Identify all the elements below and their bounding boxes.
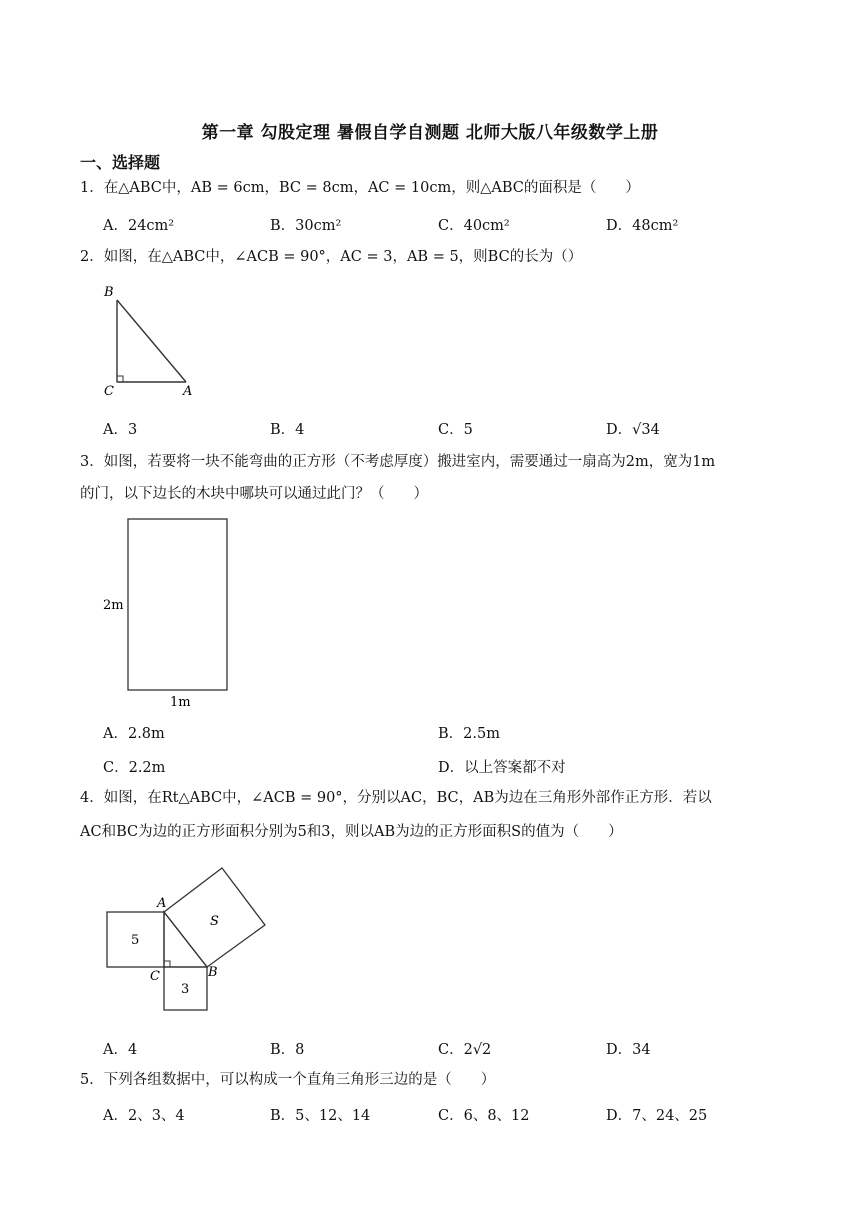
q3-label-height: 2m (103, 598, 124, 613)
q3-door-figure (100, 515, 240, 710)
q2-option-b: B．4 (270, 422, 305, 438)
q5-option-a: A．2、3、4 (103, 1108, 185, 1124)
question-3-stem-line-2: 的门，以下边长的木块中哪块可以通过此门？（ ） (80, 486, 428, 502)
q2-label-b: B (104, 285, 114, 300)
q4-option-d: D．34 (606, 1042, 651, 1058)
q4-label-b: B (208, 965, 218, 980)
section-heading: 一、选择题 (80, 153, 161, 172)
q5-option-d: D．7、24、25 (606, 1108, 708, 1124)
q2-option-c: C．5 (438, 422, 473, 438)
q4-option-a: A．4 (103, 1042, 138, 1058)
q4-label-three: 3 (181, 982, 190, 997)
question-4-stem-line-2: AC和BC为边的正方形面积分别为5和3，则以AB为边的正方形面积S的值为（ ） (80, 824, 623, 840)
q5-option-c: C．6、8、12 (438, 1108, 530, 1124)
question-5-stem: 5．下列各组数据中，可以构成一个直角三角形三边的是（ ） (80, 1072, 496, 1088)
q4-label-s: S (210, 914, 219, 929)
q4-option-b: B．8 (270, 1042, 305, 1058)
q1-option-b: B．30cm² (270, 218, 342, 234)
q4-label-a: A (157, 896, 167, 911)
question-1-stem: 1．在△ABC中，AB = 6cm，BC = 8cm，AC = 10cm，则△ABC的面积是（ ） (80, 180, 640, 196)
q3-option-a: A．2.8m (103, 726, 165, 742)
q4-option-c: C．2√2 (438, 1042, 492, 1058)
q1-option-a: A．24cm² (103, 218, 175, 234)
q3-option-b: B．2.5m (438, 726, 500, 742)
q4-label-c: C (150, 969, 160, 984)
q1-option-c: C．40cm² (438, 218, 510, 234)
q1-option-d: D．48cm² (606, 218, 679, 234)
q3-label-width: 1m (170, 695, 191, 710)
q5-option-b: B．5、12、14 (270, 1108, 371, 1124)
q3-option-c: C．2.2m (103, 760, 166, 776)
q2-label-c: C (104, 384, 114, 399)
q2-option-a: A．3 (103, 422, 138, 438)
q2-triangle-figure (100, 282, 200, 400)
q4-label-five: 5 (131, 933, 140, 948)
q3-option-d: D．以上答案都不对 (438, 760, 566, 776)
q4-squares-figure (100, 860, 275, 1015)
question-3-stem-line-1: 3．如图，若要将一块不能弯曲的正方形（不考虑厚度）搬进室内，需要通过一扇高为2m，宽为1m (80, 454, 716, 470)
question-2-stem: 2．如图，在△ABC中，∠ACB = 90°，AC = 3，AB = 5，则BC的长为（） (80, 249, 583, 265)
q2-option-d: D．√34 (606, 422, 660, 438)
q2-label-a: A (183, 384, 193, 399)
page-title: 第一章 勾股定理 暑假自学自测题 北师大版八年级数学上册 (201, 123, 659, 143)
question-4-stem-line-1: 4．如图，在Rt△ABC中，∠ACB = 90°，分别以AC，BC，AB为边在三角形外部作正方形．若以 (80, 790, 712, 806)
